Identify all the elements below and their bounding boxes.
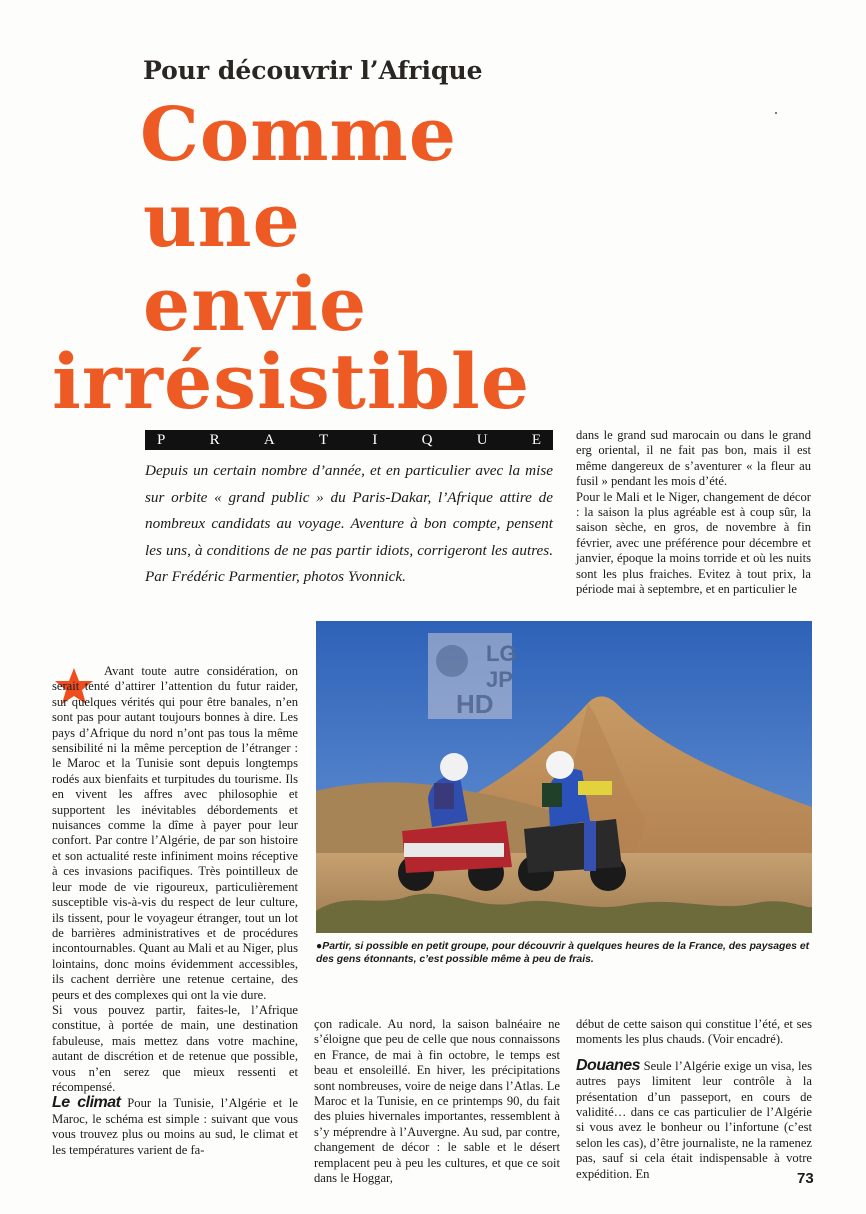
watermark-logo — [428, 633, 517, 719]
section-band — [145, 430, 553, 450]
headline-line-2: une — [143, 178, 301, 264]
speck — [775, 112, 777, 114]
section-letter: A — [263, 431, 275, 448]
section-letter: E — [531, 431, 541, 448]
climat-paragraph: Le climat Pour la Tunisie, l’Algérie et le Maroc, le schéma est simple : suivant que vous vous trouvez plus ou moins au sud, le climat et les températures varient de fa- — [52, 1094, 298, 1157]
watermark-text-3: HD — [456, 689, 494, 719]
subheading-douanes: Douanes — [576, 1056, 641, 1074]
body-paragraph: début de cette saison qui constitue l’été, et ses moments les plus chauds. (Voir encadré). — [576, 1017, 812, 1047]
intro-paragraph: Depuis un certain nombre d’année, et en particulier avec la mise sur orbite « grand public » du Paris-Dakar, l’Afrique attire de nombreux candidats au voyage. Aventure à bon compte, pensent les uns, à conditions de ne pas partir idiots, corrigeront les autres. Par Frédéric Parmentier, photos Yvonnick. — [145, 462, 553, 585]
photo-caption: ●Partir, si possible en petit groupe, pour découvrir à quelques heures de la France, des paysages et des gens étonnants, c’est possible même à peu de frais. — [316, 941, 810, 965]
section-letter: Q — [421, 431, 433, 448]
headline-line-4: irrésistible — [52, 337, 531, 426]
article-photo — [316, 621, 812, 933]
left-column — [52, 664, 298, 1158]
douanes-paragraph: Douanes Seule l’Algérie exige un visa, les autres pays limitent leur contrôle à la présentation d’un passeport, en cours de validité… dans ce cas particulier de l’Algérie si vous avez le bonheur ou l’infortune (c’est selon les cas), d’être journaliste, ne la ramenez pas, sauf si cela était indispensable à votre expédition. En — [576, 1056, 812, 1181]
right-column-bottom — [576, 1017, 812, 1182]
headline-line-1: Comme — [140, 92, 457, 178]
watermark-text-2: JP — [486, 667, 513, 692]
kicker: Pour découvrir l’Afrique — [143, 56, 483, 85]
page-number: 73 — [797, 1170, 814, 1187]
middle-column — [314, 1017, 560, 1186]
section-letter: U — [476, 431, 488, 448]
headline-line-3: envie — [143, 262, 368, 348]
body-paragraph: Si vous pouvez partir, faites-le, l’Afrique constitue, à portée de main, une destination fabuleuse, mais mettez dans votre machine, autant de discrétion et de retenue que possible, vous n’en serez que mieux ressenti et récompensé. — [52, 1002, 298, 1094]
body-paragraph: çon radicale. Au nord, la saison balnéaire ne s’éloigne que peu de celle que nous connaissons en France, de mai à fin octobre, le temps est beau et ensoleillé. En hiver, les précipitations sont nombreuses, voire de neige dans l’Atlas. Le Maroc et la Tunisie, en ce printemps 90, du fait des pluies hivernales importantes, ressemblent à s’y méprendre à l’Auvergne. Au sud, par contre, changement de décor : le sable et le désert remplacent peu à peu les cultures, et que ce soit dans le Hoggar, — [314, 1017, 560, 1186]
watermark-text-1: LG — [486, 641, 517, 666]
section-letter: I — [372, 431, 378, 448]
body-paragraph: Avant toute autre considération, on serait tenté d’attirer l’attention du futur raider, sur quelques vérités qui pour être banales, n’en sont pas pour autant toujours bonnes à dire. Les pays d’Afrique du nord n’ont pas tous la même sensibilité ni la même perception de l’étranger : le Maroc et la Tunisie sont depuis longtemps rodés aux bienfaits et turpitudes du tourisme. Ils en vivent les affres avec philosophie et supportent les inévitables débordements et nuisances comme la dîme à payer pour leur confort. Par contre l’Algérie, de par son histoire et son actualité reste infiniment moins réceptive à ces invasions pacifiques. Très pointilleux de leur mode de vie rigoureux, particulièrement susceptible vis-à-vis du respect de leur culture, ils tissent, pour le voyageur étranger, tout un lot de barrières administratives et de procédures incontournables. Quant au Mali et au Niger, plus lointains, donc moins évidemment accessibles, ils cachent derrière une retenue certaine, des peurs et des complexes qui ont la vie dure. — [52, 664, 298, 1002]
body-paragraph: dans le grand sud marocain ou dans le grand erg oriental, il ne fait pas bon, mais il est même dangereux de s’aventurer « la fleur au fusil » pendant les mois d’été. — [576, 428, 811, 489]
section-letter: T — [318, 431, 329, 448]
bullet-icon: ● — [316, 941, 323, 952]
body-paragraph: Pour le Mali et le Niger, changement de décor : la saison la plus agréable est à coup sûr, la saison sèche, en gros, de novembre à fin février, avec une préférence pour décembre et janvier, époque la moins torride et où les nuits sont les plus fraiches. Evitez à tout prix, la période mai à septembre, et en particulier le — [576, 489, 811, 597]
section-letter: R — [209, 431, 220, 448]
right-column-top — [576, 428, 811, 597]
subheading-climat: Le climat — [52, 1094, 121, 1112]
section-letter: P — [157, 431, 166, 448]
